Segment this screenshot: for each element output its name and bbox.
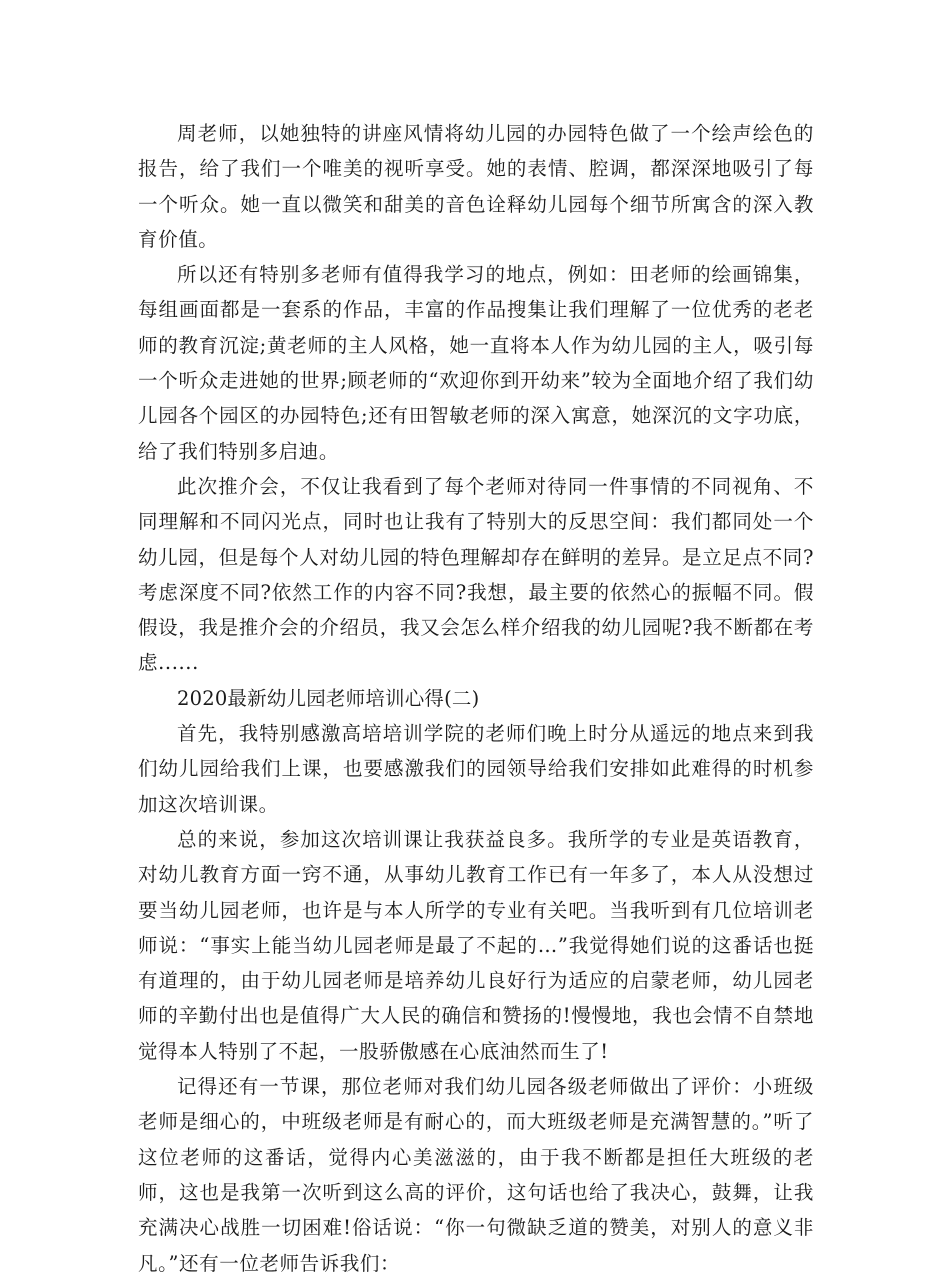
paragraph-summary: 总的来说，参加这次培训课让我获益良多。我所学的专业是英语教育，对幼儿教育方面一窍不通，从事幼儿教育工作已有一年多了，本人从没想过要当幼儿园老师，也许是与本人所学的专业有关吧。当我听到有几位培训老师说：“事实上能当幼儿园老师是最了不起的…”我觉得她们说的这番话也挺有道理的，由于幼儿园老师是培养幼儿良好行为适应的启蒙老师，幼儿园老师的辛勤付出也是值得广大人民的确信和赞扬的!慢慢地，我也会情不自禁地觉得本人特别了不起，一股骄傲感在心底油然而生了! bbox=[138, 827, 814, 1063]
section-heading: 2020最新幼儿园老师培训心得(二) bbox=[177, 686, 480, 710]
paragraph-evaluation: 记得还有一节课，那位老师对我们幼儿园各级老师做出了评价：小班级老师是细心的，中班级老师是有耐心的，而大班级老师是充满智慧的。”听了这位老师的这番话，觉得内心美滋滋的，由于我不断都是担任大班级的老师，这也是我第一次听到这么高的评价，这句话也给了我决心，鼓舞，让我充满决心战胜一切困难!俗话说：“你一句微缺乏道的赞美，对别人的意义非凡。”还有一位老师告诉我们： bbox=[138, 1075, 814, 1275]
paragraph-other-teachers: 所以还有特别多老师有值得我学习的地点，例如：田老师的绘画锦集，每组画面都是一套系的作品，丰富的作品搜集让我们理解了一位优秀的老老师的教育沉淀;黄老师的主人风格，她一直将本人作为幼儿园的主人，吸引每一个听众走进她的世界;顾老师的“欢迎你到开幼来”较为全面地介绍了我们幼儿园各个园区的办园特色;还有田智敏老师的深入寓意，她深沉的文字功底，给了我们特别多启迪。 bbox=[138, 263, 814, 463]
document-body bbox=[138, 116, 814, 1281]
paragraph-gratitude: 首先，我特别感激高培培训学院的老师们晚上时分从遥远的地点来到我们幼儿园给我们上课，也要感激我们的园领导给我们安排如此难得的时机参加这次培训课。 bbox=[138, 722, 814, 816]
paragraph-zhou-teacher: 周老师，以她独特的讲座风情将幼儿园的办园特色做了一个绘声绘色的报告，给了我们一个唯美的视听享受。她的表情、腔调，都深深地吸引了每一个听众。她一直以微笑和甜美的音色诠释幼儿园每个细节所寓含的深入教育价值。 bbox=[138, 122, 814, 251]
paragraph-reflection: 此次推介会，不仅让我看到了每个老师对待同一件事情的不同视角、不同理解和不同闪光点，同时也让我有了特别大的反思空间：我们都同处一个幼儿园，但是每个人对幼儿园的特色理解却存在鲜明的差异。是立足点不同?考虑深度不同?依然工作的内容不同?我想，最主要的依然心的振幅不同。假假设，我是推介会的介绍员，我又会怎么样介绍我的幼儿园呢?我不断都在考虑...... bbox=[138, 474, 814, 675]
